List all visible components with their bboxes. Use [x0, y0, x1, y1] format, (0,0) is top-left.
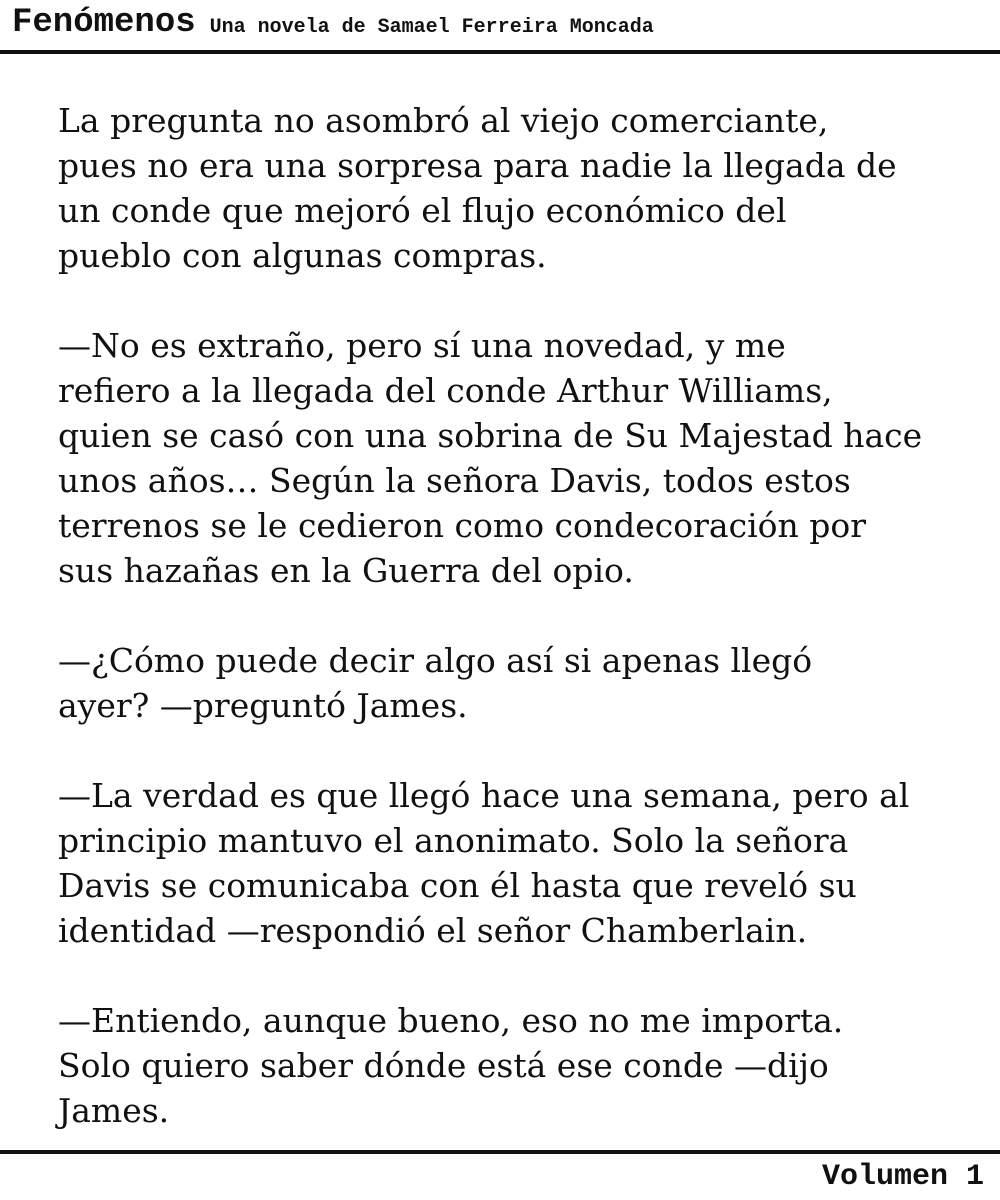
volume-label: Volumen 1: [821, 1160, 984, 1194]
text-line: un conde que mejoró el flujo económico del: [58, 191, 787, 230]
text-line: Davis se comunicaba con él hasta que reveló su: [58, 866, 857, 905]
text-line: identidad —respondió el señor Chamberlain.: [58, 911, 808, 950]
text-line: terrenos se le cedieron como condecoración por: [58, 506, 867, 545]
text-line: —La verdad es que llegó hace una semana, pero al: [58, 776, 910, 815]
text-line: refiero a la llegada del conde Arthur Williams,: [58, 371, 833, 410]
text-line: principio mantuvo el anonimato. Solo la señora: [58, 821, 849, 860]
text-line: James.: [58, 1091, 170, 1130]
paragraph: [58, 998, 958, 1133]
paragraph: [58, 638, 958, 728]
page-body: [58, 98, 958, 1178]
book-title: Fenómenos: [12, 4, 196, 42]
text-line: ayer? —preguntó James.: [58, 686, 468, 725]
text-line: —Entiendo, aunque bueno, eso no me importa.: [58, 1001, 844, 1040]
paragraph: [58, 773, 958, 953]
page-footer: [0, 1150, 1000, 1200]
text-line: —No es extraño, pero sí una novedad, y me: [58, 326, 786, 365]
text-line: Solo quiero saber dónde está ese conde —dijo: [58, 1046, 829, 1085]
text-line: pueblo con algunas compras.: [58, 236, 547, 275]
text-line: unos años… Según la señora Davis, todos estos: [58, 461, 851, 500]
book-subtitle: Una novela de Samael Ferreira Moncada: [209, 16, 654, 39]
text-line: —¿Cómo puede decir algo así si apenas llegó: [58, 641, 813, 680]
text-line: pues no era una sorpresa para nadie la llegada de: [58, 146, 897, 185]
paragraph: [58, 323, 958, 593]
text-line: sus hazañas en la Guerra del opio.: [58, 551, 634, 590]
page-header: [0, 0, 1000, 54]
text-line: quien se casó con una sobrina de Su Majestad hace: [58, 416, 923, 455]
paragraph: [58, 98, 958, 278]
text-line: La pregunta no asombró al viejo comerciante,: [58, 101, 829, 140]
